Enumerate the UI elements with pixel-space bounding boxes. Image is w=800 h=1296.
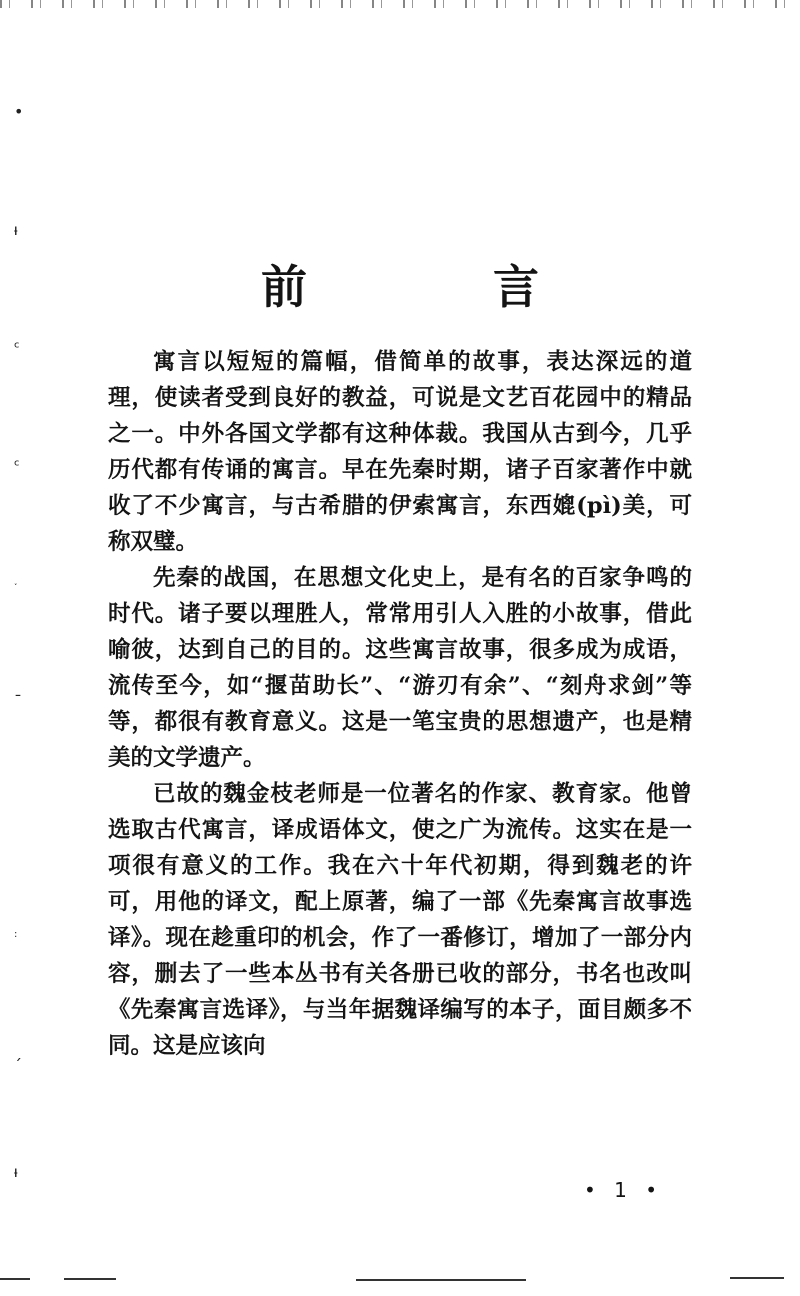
scan-artifact-top — [0, 0, 800, 8]
scan-line — [0, 1278, 30, 1280]
margin-speck: ˏ — [14, 1042, 22, 1061]
paragraph: 先秦的战国，在思想文化史上，是有名的百家争鸣的时代。诸子要以理胜人，常常用引人入胜的小故事，借此喻彼，达到自己的目的。这些寓言故事，很多成为成语，流传至今，如“揠苗助长”、“游刃有余”、“刻舟求剑”等等，都很有教育意义。这是一笔宝贵的思想遗产，也是精美的文学遗产。 — [108, 565, 692, 771]
margin-speck: ᶜ — [14, 456, 20, 475]
margin-speck: : — [14, 929, 18, 940]
paragraph: 已故的魏金枝老师是一位著名的作家、教育家。他曾选取古代寓言，译成语体文，使之广为流传。这实在是一项很有意义的工作。我在六十年代初期，得到魏老的许可，用他的译文，配上原著，编了一部《先秦寓言故事选译》。现在趁重印的机会，作了一番修订，增加了一部分内容，删去了一些本丛书有关各册已收的部分，书名也改叫《先秦寓言选译》，与当年据魏译编写的本子，面目颇多不同。这是应该向 — [108, 781, 692, 1059]
margin-speck: ᶜ — [14, 338, 20, 357]
scan-line — [64, 1278, 116, 1280]
paragraph: 寓言以短短的篇幅，借简单的故事，表达深远的道理，使读者受到良好的教益，可说是文艺百花园中的精品之一。中外各国文学都有这种体裁。我国从古到今，几乎历代都有传诵的寓言。早在先秦时期，诸子百家著作中就收了不少寓言，与古希腊的伊索寓言，东西媲(pì)美，可称双璧。 — [108, 349, 692, 555]
scan-line — [730, 1277, 784, 1279]
page-title: 前 言 — [261, 259, 609, 314]
margin-speck: ˉ — [14, 692, 22, 711]
margin-speck: ᵼ — [14, 220, 18, 239]
body-text — [108, 344, 692, 1064]
margin-speck: ᵼ — [14, 1162, 18, 1181]
margin-speck: ˯ — [14, 575, 18, 586]
scan-line — [356, 1279, 526, 1281]
page-number: • 1 • — [584, 1178, 664, 1202]
margin-speck: • — [14, 102, 24, 121]
scan-artifact-bottom — [0, 1270, 800, 1296]
binding-margin-marks — [14, 0, 36, 1296]
